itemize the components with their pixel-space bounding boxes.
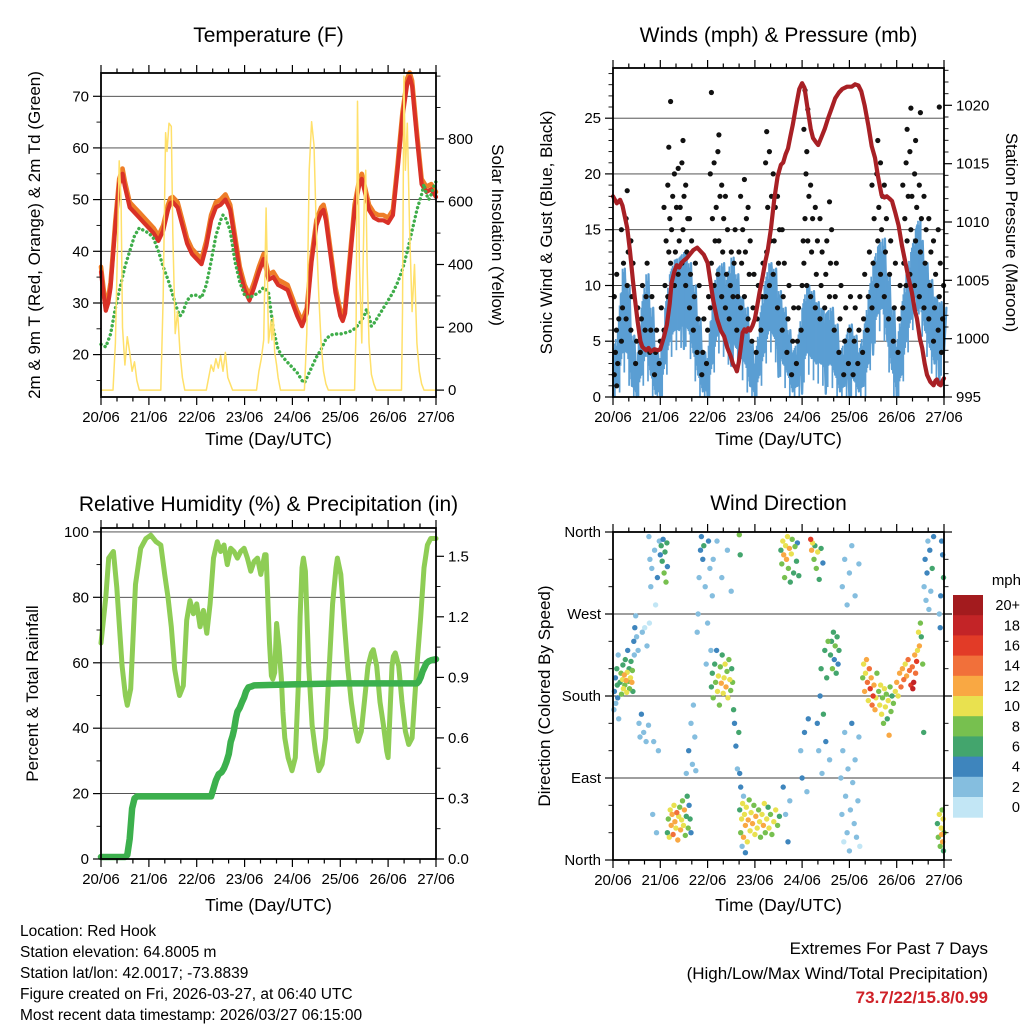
svg-text:800: 800 [448, 130, 474, 148]
svg-text:10: 10 [1003, 699, 1020, 716]
svg-text:21/06: 21/06 [130, 871, 168, 888]
svg-text:5: 5 [592, 333, 601, 351]
svg-text:Temperature (F): Temperature (F) [193, 24, 344, 47]
svg-text:20+: 20+ [995, 598, 1020, 615]
svg-text:0.3: 0.3 [448, 790, 469, 808]
svg-text:0: 0 [80, 851, 89, 868]
svg-text:80: 80 [72, 589, 89, 607]
svg-text:24/06: 24/06 [273, 409, 312, 426]
svg-text:50: 50 [72, 191, 89, 209]
svg-text:West: West [567, 606, 601, 623]
svg-text:30: 30 [72, 294, 89, 312]
svg-text:23/06: 23/06 [736, 409, 774, 426]
extremes-title: Extremes For Past 7 Days [789, 939, 988, 958]
svg-text:26/06: 26/06 [877, 409, 916, 426]
svg-text:2: 2 [1011, 779, 1020, 796]
svg-text:70: 70 [72, 88, 89, 106]
svg-text:0.6: 0.6 [448, 729, 469, 747]
extremes-values: 73.7/22/15.8/0.99 [855, 988, 988, 1007]
svg-text:20/06: 20/06 [82, 409, 120, 426]
svg-text:Time (Day/UTC): Time (Day/UTC) [715, 429, 842, 449]
svg-text:60: 60 [72, 654, 89, 672]
most-recent-data-timestamp: Most recent data timestamp: 2026/03/27 06:15:00 [20, 1007, 363, 1024]
svg-text:15: 15 [584, 221, 601, 239]
svg-text:20: 20 [72, 346, 89, 364]
svg-text:24/06: 24/06 [783, 409, 821, 426]
svg-text:20: 20 [72, 785, 89, 803]
figure-created-timestamp: Figure created on Fri, 2026-03-27, at 06:40 UTC [20, 986, 353, 1003]
svg-text:20: 20 [584, 165, 601, 183]
svg-text:Time (Day/UTC): Time (Day/UTC) [715, 895, 842, 915]
svg-text:18: 18 [1003, 618, 1020, 635]
svg-text:Winds (mph) & Pressure (mb): Winds (mph) & Pressure (mb) [639, 24, 918, 47]
svg-text:100: 100 [63, 523, 89, 541]
svg-text:Time (Day/UTC): Time (Day/UTC) [205, 429, 332, 449]
svg-text:22/06: 22/06 [688, 409, 727, 426]
svg-text:40: 40 [72, 720, 89, 738]
svg-text:22/06: 22/06 [177, 871, 216, 888]
svg-text:25/06: 25/06 [321, 871, 360, 888]
svg-text:600: 600 [448, 193, 474, 211]
svg-text:22/06: 22/06 [177, 409, 216, 426]
svg-text:16: 16 [1003, 638, 1020, 655]
svg-text:23/06: 23/06 [225, 409, 264, 426]
svg-text:1000: 1000 [956, 330, 990, 348]
svg-text:Relative Humidity (%) & Precip: Relative Humidity (%) & Precipitation (in) [78, 493, 459, 516]
station-elevation: Station elevation: 64.8005 m [20, 944, 217, 961]
svg-text:27/06: 27/06 [417, 871, 455, 888]
svg-text:0.0: 0.0 [448, 851, 469, 868]
svg-text:2m & 9m T (Red, Orange) & 2m T: 2m & 9m T (Red, Orange) & 2m Td (Green) [25, 71, 44, 399]
svg-text:23/06: 23/06 [736, 872, 774, 889]
svg-text:1.5: 1.5 [448, 548, 469, 566]
svg-text:mph: mph [991, 572, 1021, 589]
svg-text:1005: 1005 [956, 272, 990, 290]
svg-text:Time (Day/UTC): Time (Day/UTC) [205, 895, 332, 915]
svg-text:25/06: 25/06 [830, 409, 869, 426]
svg-text:20/06: 20/06 [594, 409, 632, 426]
svg-text:East: East [570, 770, 601, 787]
svg-text:20/06: 20/06 [594, 872, 632, 889]
svg-text:1015: 1015 [956, 155, 990, 173]
svg-text:Percent & Total Rainfall: Percent & Total Rainfall [23, 605, 42, 782]
svg-text:0: 0 [592, 389, 601, 406]
svg-text:0.9: 0.9 [448, 669, 469, 687]
svg-text:1010: 1010 [956, 214, 990, 231]
svg-text:21/06: 21/06 [641, 409, 680, 426]
svg-text:60: 60 [72, 139, 89, 157]
svg-text:27/06: 27/06 [417, 409, 455, 426]
svg-text:40: 40 [72, 243, 89, 261]
svg-text:20/06: 20/06 [82, 871, 120, 888]
station-latlon: Station lat/lon: 42.0017; -73.8839 [20, 965, 249, 982]
svg-text:25/06: 25/06 [830, 872, 869, 889]
station-location: Location: Red Hook [20, 923, 157, 940]
svg-text:14: 14 [1003, 658, 1020, 675]
svg-text:6: 6 [1011, 739, 1020, 756]
svg-text:23/06: 23/06 [225, 871, 264, 888]
svg-text:Wind Direction: Wind Direction [710, 492, 847, 515]
svg-text:12: 12 [1003, 678, 1020, 695]
svg-text:North: North [564, 524, 601, 541]
svg-text:26/06: 26/06 [369, 871, 407, 888]
svg-text:25/06: 25/06 [321, 409, 360, 426]
svg-text:4: 4 [1011, 759, 1020, 776]
svg-text:0: 0 [448, 382, 457, 400]
svg-text:995: 995 [956, 389, 982, 406]
svg-text:21/06: 21/06 [641, 872, 680, 889]
svg-text:24/06: 24/06 [783, 872, 821, 889]
extremes-subtitle: (High/Low/Max Wind/Total Precipitation) [686, 963, 988, 983]
extremes-block [687, 937, 988, 1011]
svg-text:Solar Insolation (Yellow): Solar Insolation (Yellow) [488, 144, 507, 326]
svg-text:South: South [561, 688, 601, 705]
svg-text:1.2: 1.2 [448, 608, 469, 626]
svg-text:21/06: 21/06 [130, 409, 168, 426]
svg-text:North: North [564, 852, 601, 869]
svg-text:22/06: 22/06 [688, 872, 727, 889]
svg-text:27/06: 27/06 [925, 409, 963, 426]
svg-text:1020: 1020 [956, 97, 990, 115]
svg-text:26/06: 26/06 [369, 409, 407, 426]
svg-text:10: 10 [584, 277, 601, 295]
svg-text:200: 200 [448, 319, 474, 337]
svg-text:0: 0 [1011, 800, 1020, 817]
svg-text:27/06: 27/06 [925, 872, 963, 889]
svg-text:Sonic Wind & Gust (Blue, Black: Sonic Wind & Gust (Blue, Black) [537, 110, 556, 355]
svg-text:400: 400 [448, 256, 474, 274]
svg-text:Station Pressure (Maroon): Station Pressure (Maroon) [1002, 132, 1021, 333]
svg-text:26/06: 26/06 [877, 872, 916, 889]
svg-text:25: 25 [584, 110, 601, 128]
svg-text:Direction (Colored By Speed): Direction (Colored By Speed) [535, 585, 554, 807]
svg-text:24/06: 24/06 [273, 871, 312, 888]
svg-text:8: 8 [1011, 719, 1020, 736]
station-info-block [20, 921, 362, 1024]
